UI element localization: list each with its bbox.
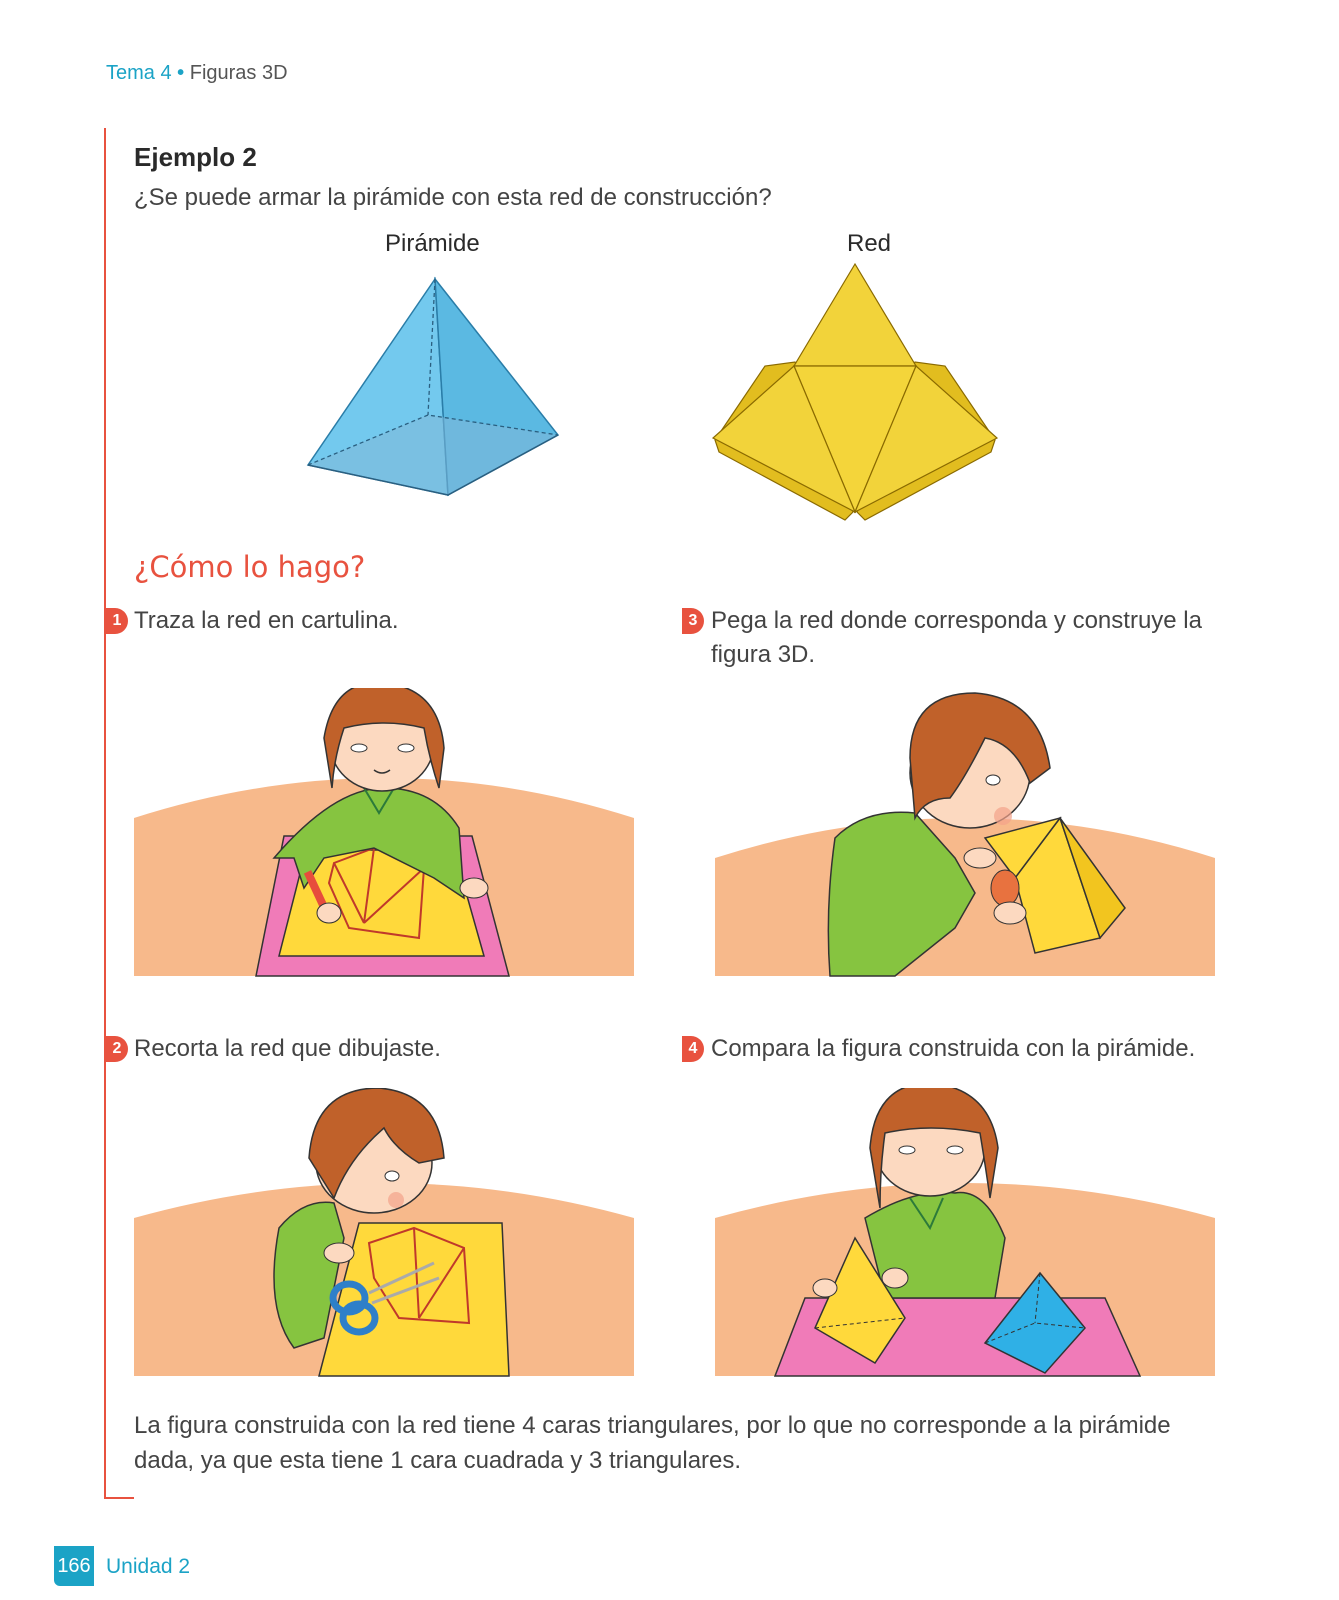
triangular-net-illustration <box>705 262 1005 522</box>
step-4-text: Compara la figura construida con la pirámide. <box>711 1035 1196 1062</box>
step-3-text: Pega la red donde corresponda y construye la figura 3D. <box>711 607 1202 668</box>
conclusion-text: La figura construida con la red tiene 4 caras triangulares, por lo que no corresponde a la pirámide dada, ya que esta tiene 1 cara cuadrada y 3 triangulares. <box>134 1412 1171 1474</box>
square-pyramid-illustration <box>300 275 565 505</box>
example-title: Ejemplo 2 <box>134 142 257 172</box>
page-number: 166 <box>54 1546 94 1586</box>
cutting-net-illustration <box>134 1088 634 1378</box>
step-1-text: Traza la red en cartulina. <box>134 607 399 634</box>
example-question: ¿Se puede armar la pirámide con esta red de construcción? <box>134 184 772 211</box>
step-4-number: 4 <box>682 1036 704 1062</box>
header-topic: Figuras 3D <box>189 62 288 84</box>
pyramid-label: Pirámide <box>385 230 480 257</box>
unit-label: Unidad 2 <box>106 1555 191 1578</box>
tracing-net-illustration <box>134 688 634 978</box>
net-label: Red <box>847 230 892 257</box>
comparing-figures-illustration <box>715 1088 1215 1378</box>
page-header <box>106 62 288 85</box>
margin-line <box>104 128 106 1498</box>
step-2-text: Recorta la red que dibujaste. <box>134 1035 441 1062</box>
header-separator: • <box>177 62 185 84</box>
how-to-heading: ¿Cómo lo hago? <box>134 550 366 584</box>
margin-line-foot <box>104 1497 134 1499</box>
step-1-number: 1 <box>106 608 128 634</box>
header-tema: Tema 4 <box>106 62 172 84</box>
gluing-net-illustration <box>715 688 1215 978</box>
step-2-number: 2 <box>106 1036 128 1062</box>
step-3-number: 3 <box>682 608 704 634</box>
